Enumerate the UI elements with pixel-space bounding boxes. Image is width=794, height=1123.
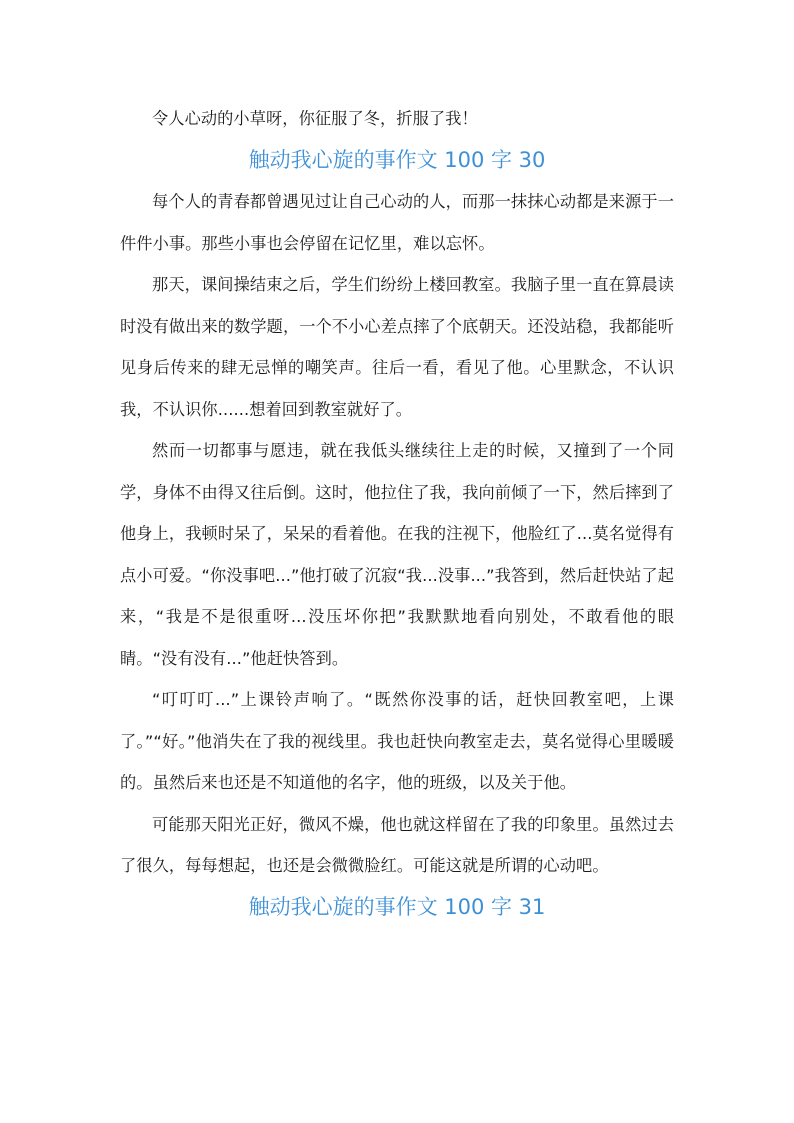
section-30-paragraph-4: “叮叮叮...”上课铃声响了。“既然你没事的话，赶快回教室吧，上课了。”“好。”他消失在了我的视线里。我也赶快向教室走去，莫名觉得心里暖暖的。虽然后来也还是不知道他的名字，他的班级，以及关于他。 bbox=[120, 690, 674, 792]
section-30-paragraph-1: 每个人的青春都曾遇见过让自己心动的人，而那一抹抹心动都是来源于一件件小事。那些小事也会停留在记忆里，难以忘怀。 bbox=[120, 192, 674, 253]
document-page bbox=[120, 0, 674, 928]
intro-paragraph: 令人心动的小草呀，你征服了冬，折服了我！ bbox=[152, 109, 478, 128]
section-31-heading: 触动我心旋的事作文 100 字 31 bbox=[248, 894, 546, 919]
section-30-paragraph-5: 可能那天阳光正好，微风不燥，他也就这样留在了我的印象里。虽然过去了很久，每每想起，也还是会微微脸红。可能这就是所谓的心动吧。 bbox=[120, 814, 674, 875]
section-30-paragraph-2: 那天，课间操结束之后，学生们纷纷上楼回教室。我脑子里一直在算晨读时没有做出来的数学题，一个不小心差点摔了个底朝天。还没站稳，我都能听见身后传来的肆无忌惮的嘲笑声。往后一看，看见了他。心里默念，不认识我，不认识你......想着回到教室就好了。 bbox=[120, 275, 674, 419]
section-30-heading: 触动我心旋的事作文 100 字 30 bbox=[248, 147, 546, 172]
section-30-paragraph-3: 然而一切都事与愿违，就在我低头继续往上走的时候，又撞到了一个同学，身体不由得又往后倒。这时，他拉住了我，我向前倾了一下，然后摔到了他身上，我顿时呆了，呆呆的看着他。在我的注视下，他脸红了...莫名觉得有点小可爱。“你没事吧...”他打破了沉寂“我...没事...”我答到，然后赶快站了起来，“我是不是很重呀...没压坏你把”我默默地看向别处，不敢看他的眼睛。“没有没有...”他赶快答到。 bbox=[120, 441, 674, 668]
